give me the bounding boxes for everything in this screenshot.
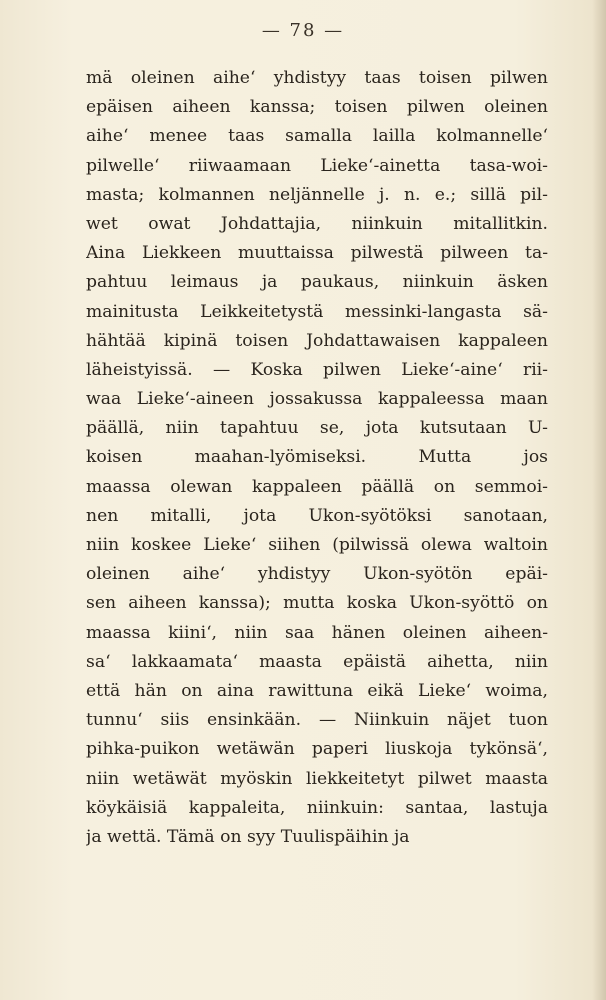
text-line: maassa olewan kappaleen päällä on semmoi- [86, 476, 548, 497]
text-line: Aina Liekkeen muuttaissa pilwestä pilween ta- [86, 243, 548, 264]
text-line: masta; kolmannen neljännelle j. n. e.; sillä pil- [86, 184, 548, 205]
page-number: — 78 — [261, 20, 345, 41]
text-line: niin wetäwät myöskin liekkeitetyt pilwet maasta [86, 768, 548, 789]
text-line: pilwelle‘ riiwaamaan Lieke‘-ainetta tasa-woi- [86, 155, 548, 176]
text-line: maassa kiini‘, niin saa hänen oleinen aiheen- [86, 622, 548, 643]
text-line: wet owat Johdattajia, niinkuin mitallitkin. [86, 213, 548, 234]
text-line: aihe‘ menee taas samalla lailla kolmannelle‘ [86, 126, 548, 147]
text-line: tunnu‘ siis ensinkään. — Niinkuin näjet tuon [86, 710, 548, 731]
text-line: waa Lieke‘-aineen jossakussa kappaleessa maan [86, 389, 548, 410]
text-line: mä oleinen aihe‘ yhdistyy taas toisen pilwen [86, 68, 548, 88]
text-line: köykäisiä kappaleita, niinkuin: santaa, lastuja [86, 797, 548, 818]
text-line: pihka-puikon wetäwän paperi liuskoja tykönsä‘, [86, 739, 548, 760]
text-line: epäisen aiheen kanssa; toisen pilwen oleinen [86, 97, 548, 118]
text-line: päällä, niin tapahtuu se, jota kutsutaan U- [86, 418, 548, 439]
text-line: oleinen aihe‘ yhdistyy Ukon-syötön epäi- [86, 564, 548, 585]
text-line: sen aiheen kanssa); mutta koska Ukon-syöttö on [86, 593, 548, 614]
text-line: sa‘ lakkaamata‘ maasta epäistä aihetta, niin [86, 651, 548, 672]
text-line: mainitusta Leikkeitetystä messinki-langasta sä- [86, 301, 548, 322]
text-line: hähtää kipinä toisen Johdattawaisen kappaleen [86, 330, 548, 351]
text-line: nen mitalli, jota Ukon-syötöksi sanotaan, [86, 505, 548, 526]
body-text [86, 64, 548, 852]
text-line: ja wettä. Tämä on syy Tuulispäihin ja [86, 826, 410, 847]
text-line: niin koskee Lieke‘ siihen (pilwissä olewa waltoin [86, 535, 548, 555]
text-line: pahtuu leimaus ja paukaus, niinkuin äsken [86, 272, 548, 293]
text-line: että hän on aina rawittuna eikä Lieke‘ woima, [86, 680, 548, 701]
text-line: läheistyissä. — Koska pilwen Lieke‘-aine‘ rii- [86, 359, 548, 380]
page-edge-shadow [592, 0, 606, 1000]
text-line: koisen maahan-lyömiseksi. Mutta jos [86, 447, 548, 468]
